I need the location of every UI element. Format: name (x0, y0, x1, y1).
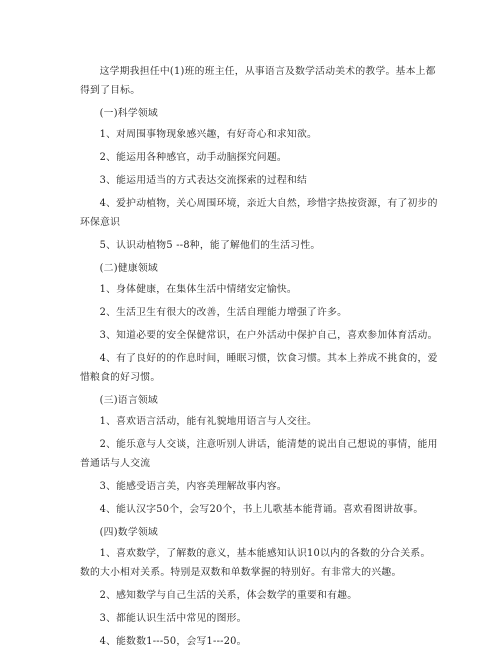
section-heading: (二)健康领域 (99, 262, 158, 274)
list-item: 3、都能认识生活中常见的图形。 (99, 612, 247, 624)
list-item: 4、有了良好的的作息时间，睡眠习惯，饮食习惯。其本上养成不挑食的，爱惜粮食的好习惯。 (80, 353, 438, 383)
section-math (80, 524, 440, 652)
section-heading: (四)数学领域 (99, 526, 158, 538)
list-item: 1、对周围事物现象感兴趣，有好奇心和求知欲。 (99, 129, 318, 140)
section-heading: (三)语言领域 (99, 394, 158, 406)
section-health (80, 260, 440, 388)
section-heading: (一)科学领域 (99, 107, 158, 119)
list-item: 2、感知数学与自己生活的关系，体会数学的重要和有趣。 (99, 589, 358, 601)
section-language (80, 392, 440, 520)
list-item: 1、身体健康，在集体生活中情绪安定愉快。 (99, 284, 297, 295)
list-item: 1、喜欢语言活动，能有礼貌地用语言与人交往。 (99, 416, 318, 427)
list-item: 1、喜欢数学，了解数的意义，基本能感知认识10以内的各数的分合关系。数的大小相对关系。特别是双数和单数掌握的特别好。有非常大的兴趣。 (80, 548, 431, 578)
list-item: 3、能运用适当的方式表达交流探索的过程和结 (99, 175, 308, 186)
list-item: 4、能认汉字50个，会写20个，书上儿歌基本能背诵。喜欢看图讲故事。 (99, 503, 424, 515)
section-science (80, 105, 440, 256)
list-item: 3、能感受语言美，内容美理解故事内容。 (99, 480, 287, 492)
list-item: 3、知道必要的安全保健常识，在户外活动中保护自己，喜欢参加体育活动。 (99, 330, 438, 341)
intro-paragraph: 这学期我担任中(1)班的班主任，从事语言及数学活动美术的教学。基本上都得到了目标。 (80, 66, 436, 96)
list-item: 5、认识动植物5 --8种，能了解他们的生活习性。 (99, 239, 321, 251)
document-body (80, 63, 440, 656)
list-item: 2、生活卫生有很大的改善，生活自理能力增强了许多。 (99, 307, 348, 318)
list-item: 4、能数数1---50，会写1---20。 (99, 635, 247, 647)
list-item: 4、爱护动植物，关心周围环境，亲近大自然，珍惜字热按资源，有了初步的环保意识 (80, 198, 438, 228)
list-item: 2、能运用各种感官，动手动脑探究问题。 (99, 152, 287, 163)
list-item: 2、能乐意与人交谈，注意听别人讲话，能清楚的说出自己想说的事情，能用普通话与人交流 (80, 439, 438, 469)
